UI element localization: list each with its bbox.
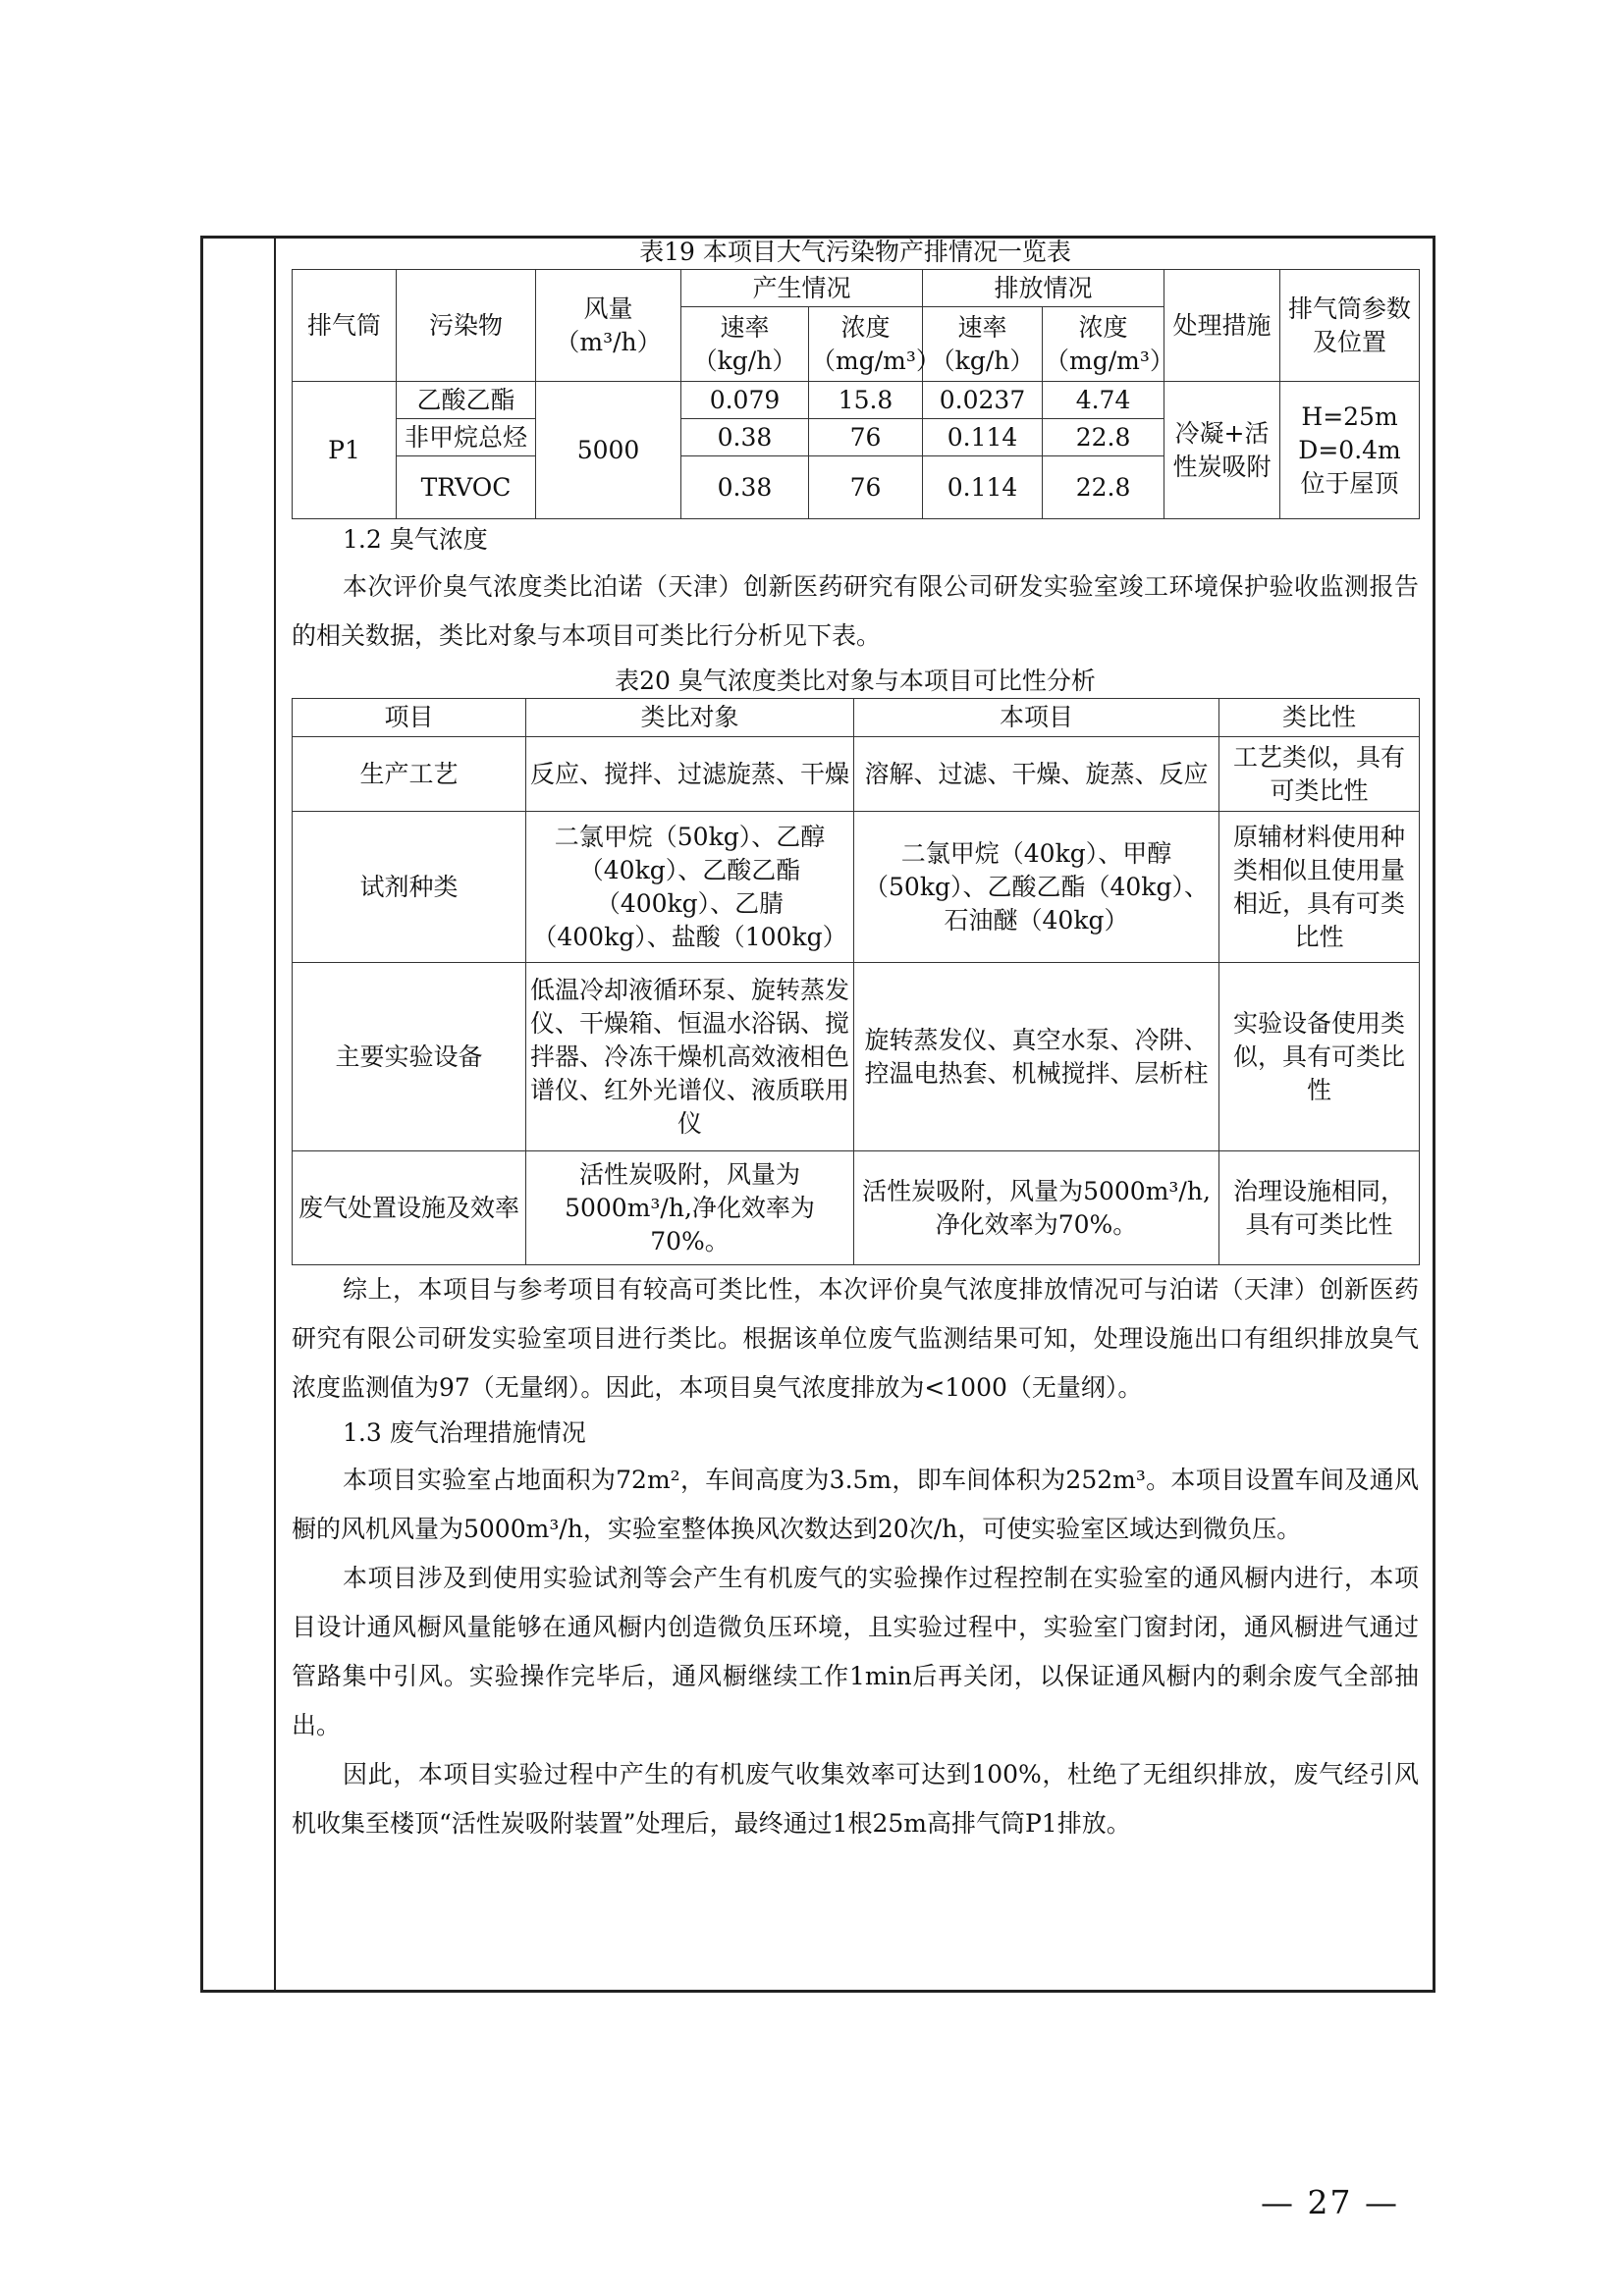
- table20-header: 项目: [293, 699, 526, 737]
- airflow-value: 5000: [536, 382, 681, 519]
- pollutant-name: 乙酸乙酯: [397, 382, 536, 419]
- table20-header: 本项目: [854, 699, 1219, 737]
- paragraph-1-3: 本项目涉及到使用实验试剂等会产生有机废气的实验操作过程控制在实验室的通风橱内进行，本项目设计通风橱风量能够在通风橱内创造微负压环境，且实验过程中，实验室门窗封闭，通风橱进气通过管路集中引风。实验操作完毕后，通风橱继续工作1min后再关闭，以保证通风橱内的剩余废气全部抽出。: [292, 1564, 1419, 1739]
- stack-params-value: H=25m D=0.4m 位于屋顶: [1280, 382, 1420, 519]
- row-reference: 二氯甲烷（50kg）、乙醇（40kg）、乙酸乙酯（400kg）、乙腈（400kg）、盐酸（100kg）: [526, 812, 854, 963]
- row-item: 废气处置设施及效率: [293, 1151, 526, 1265]
- table20-header: 类比性: [1219, 699, 1420, 737]
- header-pollutant: 污染物: [397, 270, 536, 382]
- emit-conc: 22.8: [1043, 419, 1164, 456]
- treatment-value: 冷凝+活性炭吸附: [1164, 382, 1280, 519]
- stack-id: P1: [293, 382, 397, 519]
- emit-rate: 0.114: [923, 456, 1043, 519]
- header-emit-conc: 浓度（mg/m³）: [1043, 307, 1164, 382]
- conclusion-paragraph: 综上，本项目与参考项目有较高可类比性，本次评价臭气浓度排放情况可与泊诺（天津）创新医药研究有限公司研发实验室项目进行类比。根据该单位废气监测结果可知，处理设施出口有组织排放臭气浓度监测值为97（无量纲）。因此，本项目臭气浓度排放为<1000（无量纲）。: [292, 1275, 1419, 1402]
- header-generation: 产生情况: [681, 270, 923, 307]
- row-item: 试剂种类: [293, 812, 526, 963]
- header-airflow: 风量（m³/h）: [536, 270, 681, 382]
- gen-rate: 0.079: [681, 382, 809, 419]
- pollutant-name: TRVOC: [397, 456, 536, 519]
- row-item: 主要实验设备: [293, 963, 526, 1151]
- row-reference: 低温冷却液循环泵、旋转蒸发仪、干燥箱、恒温水浴锅、搅拌器、冷冻干燥机高效液相色谱仪、红外光谱仪、液质联用仪: [526, 963, 854, 1151]
- row-reference: 活性炭吸附，风量为5000m³/h,净化效率为70%。: [526, 1151, 854, 1265]
- gen-conc: 15.8: [809, 382, 923, 419]
- row-comparability: 治理设施相同，具有可类比性: [1219, 1151, 1420, 1265]
- table20: [292, 698, 1420, 1265]
- row-comparability: 原辅材料使用种类相似且使用量相近，具有可类比性: [1219, 812, 1420, 963]
- row-comparability: 实验设备使用类似，具有可类比性: [1219, 963, 1420, 1151]
- header-stack: 排气筒: [293, 270, 397, 382]
- gen-conc: 76: [809, 419, 923, 456]
- page-number: — 27 —: [1261, 2183, 1399, 2221]
- paragraph-1-3: 因此，本项目实验过程中产生的有机废气收集效率可达到100%，杜绝了无组织排放，废气经引风机收集至楼顶“活性炭吸附装置”处理后，最终通过1根25m高排气筒P1排放。: [292, 1760, 1419, 1838]
- section-heading-1-3: 1.3 废气治理措施情况: [343, 1418, 586, 1447]
- row-project: 溶解、过滤、干燥、旋蒸、反应: [854, 737, 1219, 812]
- header-gen-conc: 浓度（mg/m³）: [809, 307, 923, 382]
- table19-caption: 表19 本项目大气污染物产排情况一览表: [639, 238, 1071, 266]
- header-treatment: 处理措施: [1164, 270, 1280, 382]
- frame-divider: [274, 236, 276, 1993]
- pollutant-name: 非甲烷总烃: [397, 419, 536, 456]
- header-stack-params: 排气筒参数及位置: [1280, 270, 1420, 382]
- paragraph-1-2: 本次评价臭气浓度类比泊诺（天津）创新医药研究有限公司研发实验室竣工环境保护验收监测报告的相关数据，类比对象与本项目可类比行分析见下表。: [292, 572, 1419, 650]
- row-comparability: 工艺类似，具有可类比性: [1219, 737, 1420, 812]
- table19: [292, 269, 1420, 519]
- emit-conc: 4.74: [1043, 382, 1164, 419]
- row-project: 活性炭吸附，风量为5000m³/h,净化效率为70%。: [854, 1151, 1219, 1265]
- header-gen-rate: 速率（kg/h）: [681, 307, 809, 382]
- section-heading-1-2: 1.2 臭气浓度: [343, 525, 488, 554]
- row-project: 旋转蒸发仪、真空水泵、冷阱、控温电热套、机械搅拌、层析柱: [854, 963, 1219, 1151]
- table20-header: 类比对象: [526, 699, 854, 737]
- emit-conc: 22.8: [1043, 456, 1164, 519]
- row-project: 二氯甲烷（40kg）、甲醇（50kg）、乙酸乙酯（40kg）、石油醚（40kg）: [854, 812, 1219, 963]
- paragraph-1-3: 本项目实验室占地面积为72m²，车间高度为3.5m，即车间体积为252m³。本项目设置车间及通风橱的风机风量为5000m³/h，实验室整体换风次数达到20次/h，可使实验室区域达到微负压。: [292, 1466, 1419, 1543]
- table20-caption: 表20 臭气浓度类比对象与本项目可比性分析: [615, 667, 1096, 695]
- header-emission: 排放情况: [923, 270, 1164, 307]
- row-reference: 反应、搅拌、过滤旋蒸、干燥: [526, 737, 854, 812]
- emit-rate: 0.0237: [923, 382, 1043, 419]
- gen-conc: 76: [809, 456, 923, 519]
- row-item: 生产工艺: [293, 737, 526, 812]
- header-emit-rate: 速率（kg/h）: [923, 307, 1043, 382]
- emit-rate: 0.114: [923, 419, 1043, 456]
- page-content: [292, 236, 1419, 1848]
- gen-rate: 0.38: [681, 456, 809, 519]
- gen-rate: 0.38: [681, 419, 809, 456]
